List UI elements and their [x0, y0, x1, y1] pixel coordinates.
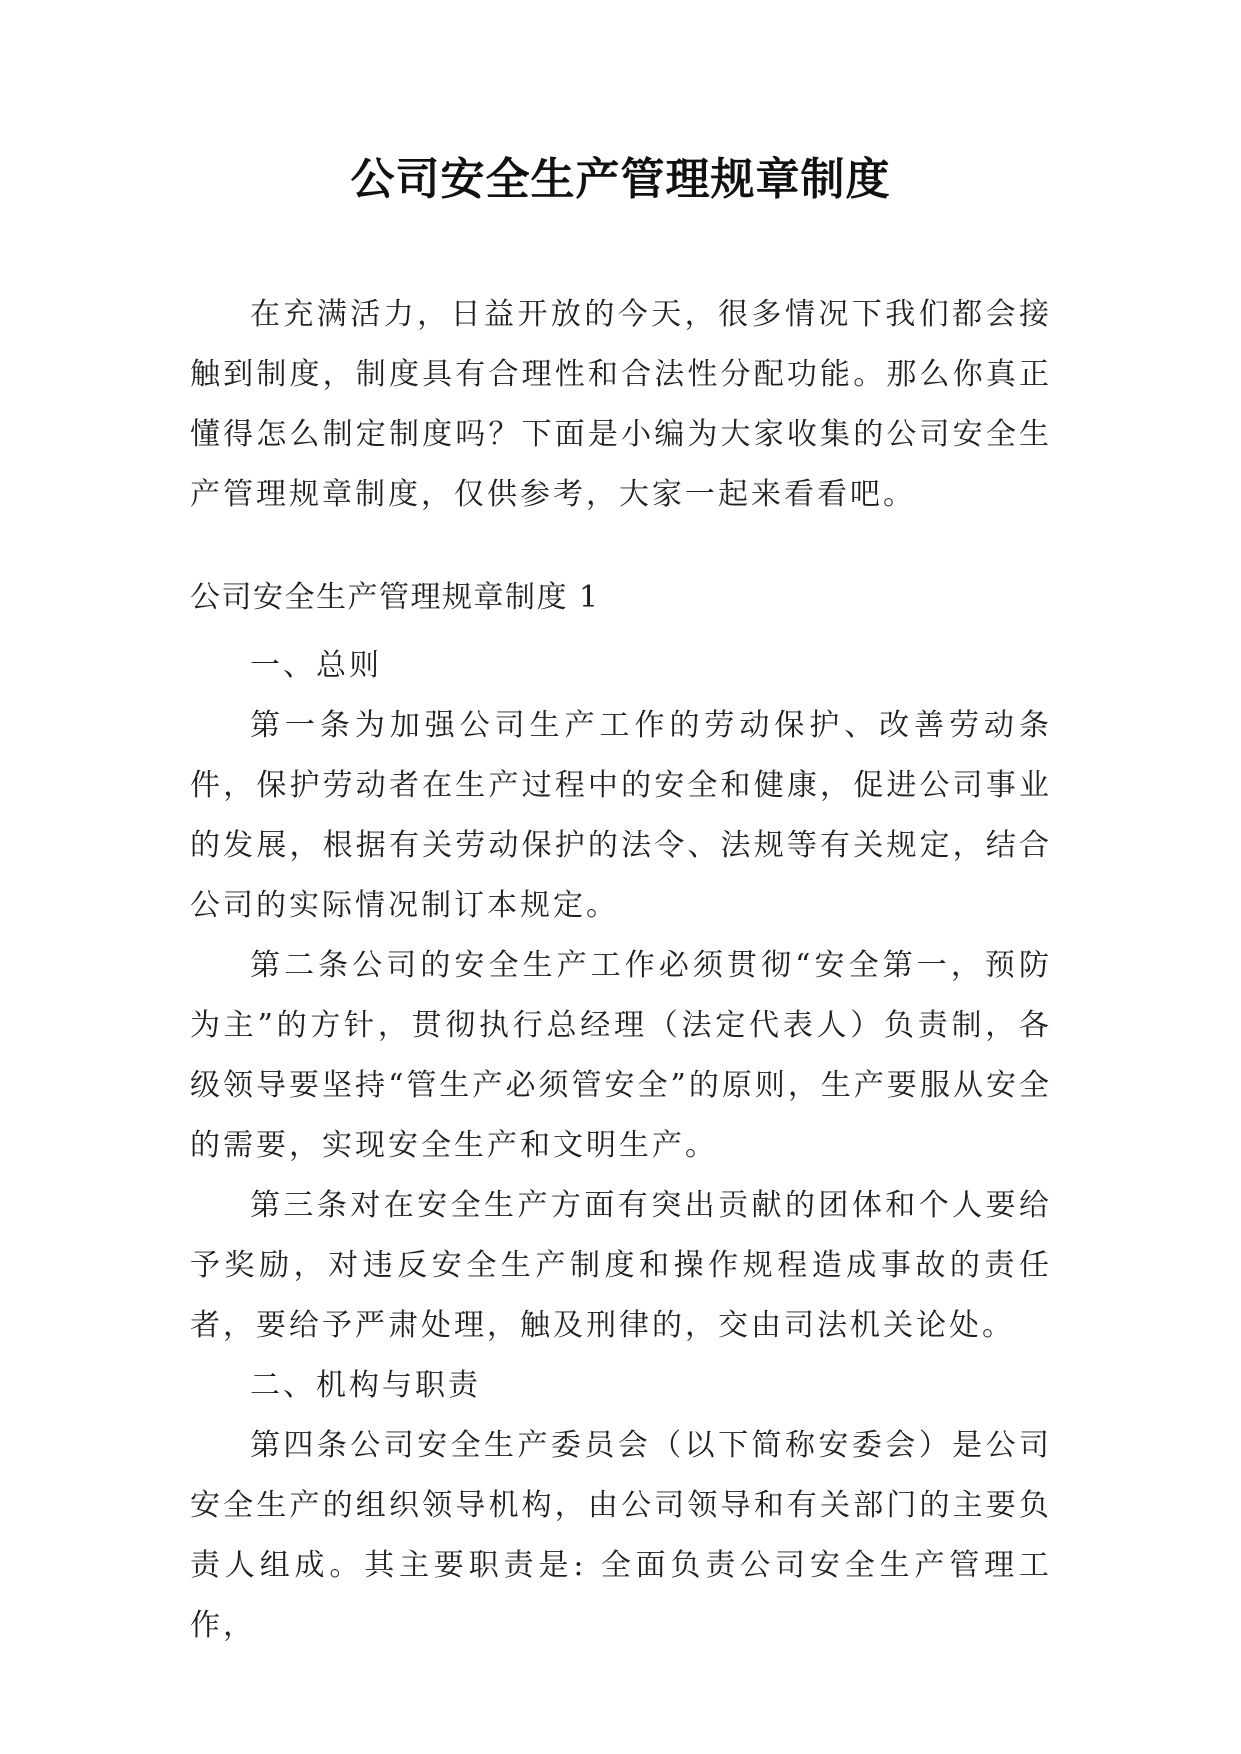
article-3: 第三条对在安全生产方面有突出贡献的团体和个人要给予奖励，对违反安全生产制度和操作规程造成事故的责任者，要给予严肃处理，触及刑律的，交由司法机关论处。: [190, 1188, 1052, 1343]
intro-paragraph: 在充满活力，日益开放的今天，很多情况下我们都会接触到制度，制度具有合理性和合法性分配功能。那么你真正懂得怎么制定制度吗？下面是小编为大家收集的公司安全生产管理规章制度，仅供参考，大家一起来看看吧。: [190, 297, 1052, 512]
document-body: [190, 285, 1052, 1656]
chapter-heading-organization: 二、机构与职责: [250, 1368, 481, 1403]
section-title: 公司安全生产管理规章制度 1: [190, 580, 600, 615]
article-1: 第一条为加强公司生产工作的劳动保护、改善劳动条件，保护劳动者在生产过程中的安全和健康，促进公司事业的发展，根据有关劳动保护的法令、法规等有关规定，结合公司的实际情况制订本规定。: [190, 708, 1052, 923]
article-2: 第二条公司的安全生产工作必须贯彻“安全第一，预防为主”的方针，贯彻执行总经理（法定代表人）负责制，各级领导要坚持“管生产必须管安全”的原则，生产要服从安全的需要，实现安全生产和文明生产。: [190, 948, 1052, 1163]
document-title: 公司安全生产管理规章制度: [350, 154, 891, 205]
chapter-heading-general: 一、总则: [250, 648, 382, 683]
article-4: 第四条公司安全生产委员会（以下简称安委会）是公司安全生产的组织领导机构，由公司领导和有关部门的主要负责人组成。其主要职责是: 全面负责公司安全生产管理工作，: [190, 1428, 1052, 1643]
